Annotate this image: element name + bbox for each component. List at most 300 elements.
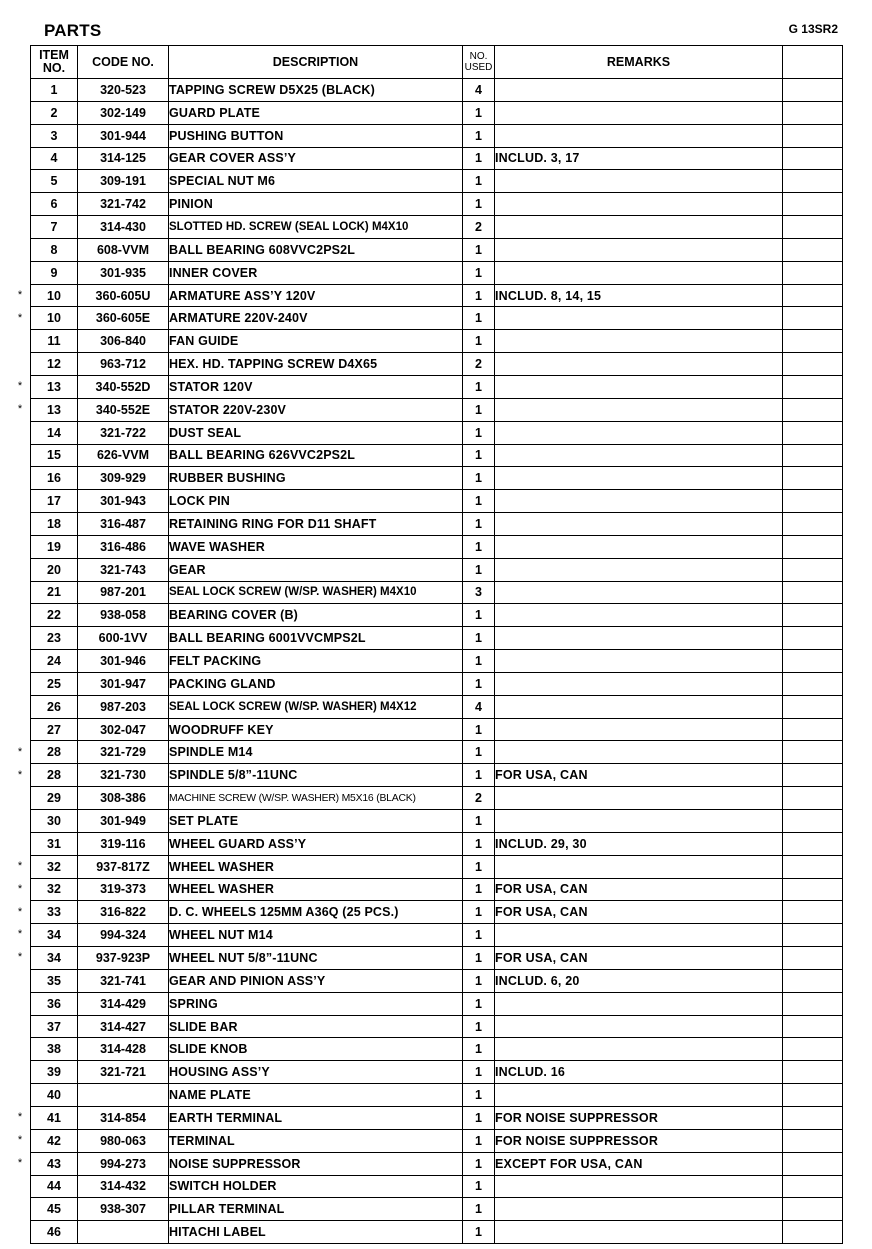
- code-no-cell: 321-730: [78, 764, 169, 787]
- no-used-cell: 1: [463, 1221, 495, 1244]
- description-cell: TERMINAL: [169, 1129, 463, 1152]
- revision-star-marker: [12, 604, 28, 627]
- extra-cell: [783, 581, 843, 604]
- remarks-cell: [495, 330, 783, 353]
- revision-star-marker: [12, 421, 28, 444]
- code-no-cell: 306-840: [78, 330, 169, 353]
- item-no-cell: 17: [31, 490, 78, 513]
- no-used-cell: 1: [463, 421, 495, 444]
- code-no-cell: 309-191: [78, 170, 169, 193]
- table-row: [31, 353, 843, 376]
- table-row: [31, 1106, 843, 1129]
- no-used-cell: 1: [463, 947, 495, 970]
- extra-cell: [783, 1198, 843, 1221]
- revision-star-marker: [12, 466, 28, 489]
- revision-star-marker: [12, 512, 28, 535]
- remarks-cell: INCLUD. 29, 30: [495, 832, 783, 855]
- remarks-cell: INCLUD. 6, 20: [495, 969, 783, 992]
- table-row: [31, 124, 843, 147]
- remarks-cell: [495, 1015, 783, 1038]
- no-used-cell: 1: [463, 924, 495, 947]
- table-row: [31, 261, 843, 284]
- code-no-cell: 314-854: [78, 1106, 169, 1129]
- table-row: [31, 650, 843, 673]
- code-no-cell: 309-929: [78, 467, 169, 490]
- code-no-cell: [78, 1221, 169, 1244]
- table-row: [31, 1152, 843, 1175]
- description-cell: WHEEL GUARD ASS’Y: [169, 832, 463, 855]
- header-no-used: NO. USED: [463, 46, 495, 79]
- table-row: [31, 604, 843, 627]
- remarks-cell: [495, 1038, 783, 1061]
- revision-star-marker: [12, 718, 28, 741]
- item-no-cell: 15: [31, 444, 78, 467]
- code-no-cell: 987-203: [78, 695, 169, 718]
- revision-star-marker: [12, 672, 28, 695]
- revision-star-marker: [12, 78, 28, 101]
- remarks-cell: [495, 718, 783, 741]
- remarks-cell: [495, 1175, 783, 1198]
- table-row: [31, 672, 843, 695]
- description-cell: BALL BEARING 608VVC2PS2L: [169, 238, 463, 261]
- item-no-cell: 7: [31, 216, 78, 239]
- no-used-cell: 2: [463, 216, 495, 239]
- description-cell: GEAR: [169, 558, 463, 581]
- code-no-cell: 600-1VV: [78, 627, 169, 650]
- revision-star-marker: [12, 1015, 28, 1038]
- description-cell: RUBBER BUSHING: [169, 467, 463, 490]
- code-no-cell: 301-943: [78, 490, 169, 513]
- no-used-cell: 1: [463, 535, 495, 558]
- item-no-cell: 44: [31, 1175, 78, 1198]
- code-no-cell: [78, 1084, 169, 1107]
- no-used-cell: 1: [463, 490, 495, 513]
- revision-star-marker: *: [17, 311, 23, 324]
- extra-cell: [783, 398, 843, 421]
- revision-star-marker: [12, 1175, 28, 1198]
- item-no-cell: 1: [31, 79, 78, 102]
- code-no-cell: 314-430: [78, 216, 169, 239]
- no-used-cell: 1: [463, 764, 495, 787]
- item-no-cell: 42: [31, 1129, 78, 1152]
- remarks-cell: [495, 672, 783, 695]
- table-row: [31, 992, 843, 1015]
- revision-star-marker: *: [17, 1111, 23, 1124]
- revision-star-marker: [12, 1221, 28, 1244]
- revision-star-marker: [12, 809, 28, 832]
- table-row: [31, 810, 843, 833]
- remarks-cell: INCLUD. 3, 17: [495, 147, 783, 170]
- item-no-cell: 5: [31, 170, 78, 193]
- description-cell: SEAL LOCK SCREW (W/SP. WASHER) M4X10: [169, 581, 463, 604]
- no-used-cell: 1: [463, 558, 495, 581]
- no-used-cell: 1: [463, 444, 495, 467]
- item-no-cell: 28: [31, 764, 78, 787]
- remarks-cell: [495, 490, 783, 513]
- revision-star-marker: [12, 192, 28, 215]
- revision-star-marker: *: [17, 402, 23, 415]
- extra-cell: [783, 79, 843, 102]
- code-no-cell: 626-VVM: [78, 444, 169, 467]
- table-row: [31, 969, 843, 992]
- table-row: [31, 627, 843, 650]
- no-used-cell: 1: [463, 878, 495, 901]
- item-no-cell: 16: [31, 467, 78, 490]
- code-no-cell: 314-432: [78, 1175, 169, 1198]
- extra-cell: [783, 1038, 843, 1061]
- code-no-cell: 321-743: [78, 558, 169, 581]
- code-no-cell: 937-817Z: [78, 855, 169, 878]
- extra-cell: [783, 1084, 843, 1107]
- table-row: [31, 467, 843, 490]
- description-cell: BALL BEARING 626VVC2PS2L: [169, 444, 463, 467]
- revision-star-marker: [12, 1198, 28, 1221]
- revision-star-marker: *: [17, 859, 23, 872]
- revision-star-marker: *: [17, 1134, 23, 1147]
- extra-cell: [783, 1129, 843, 1152]
- remarks-cell: FOR NOISE SUPPRESSOR: [495, 1106, 783, 1129]
- no-used-cell: 3: [463, 581, 495, 604]
- table-row: [31, 855, 843, 878]
- table-row: [31, 307, 843, 330]
- extra-cell: [783, 330, 843, 353]
- no-used-cell: 2: [463, 353, 495, 376]
- description-cell: SPECIAL NUT M6: [169, 170, 463, 193]
- description-cell: GEAR COVER ASS’Y: [169, 147, 463, 170]
- extra-cell: [783, 604, 843, 627]
- table-row: [31, 147, 843, 170]
- remarks-cell: [495, 558, 783, 581]
- extra-cell: [783, 1061, 843, 1084]
- extra-cell: [783, 147, 843, 170]
- table-row: [31, 1198, 843, 1221]
- revision-star-marker: [12, 535, 28, 558]
- item-no-cell: 32: [31, 855, 78, 878]
- remarks-cell: EXCEPT FOR USA, CAN: [495, 1152, 783, 1175]
- remarks-cell: [495, 787, 783, 810]
- code-no-cell: 308-386: [78, 787, 169, 810]
- item-no-cell: 23: [31, 627, 78, 650]
- table-row: [31, 490, 843, 513]
- remarks-cell: [495, 513, 783, 536]
- extra-cell: [783, 1015, 843, 1038]
- extra-cell: [783, 101, 843, 124]
- no-used-cell: 1: [463, 193, 495, 216]
- no-used-cell: 1: [463, 1175, 495, 1198]
- header-remarks: REMARKS: [495, 46, 783, 79]
- table-row: [31, 1015, 843, 1038]
- extra-cell: [783, 650, 843, 673]
- extra-cell: [783, 193, 843, 216]
- remarks-cell: INCLUD. 16: [495, 1061, 783, 1084]
- item-no-cell: 13: [31, 375, 78, 398]
- table-row: [31, 375, 843, 398]
- revision-star-marker: [12, 1061, 28, 1084]
- remarks-cell: [495, 992, 783, 1015]
- table-row: [31, 787, 843, 810]
- no-used-cell: 1: [463, 398, 495, 421]
- code-no-cell: 321-722: [78, 421, 169, 444]
- extra-cell: [783, 787, 843, 810]
- code-no-cell: 314-427: [78, 1015, 169, 1038]
- no-used-cell: 1: [463, 1106, 495, 1129]
- table-row: [31, 1221, 843, 1244]
- remarks-cell: [495, 695, 783, 718]
- remarks-cell: [495, 353, 783, 376]
- revision-star-marker: *: [17, 1156, 23, 1169]
- header-code-no: CODE NO.: [78, 46, 169, 79]
- remarks-cell: [495, 924, 783, 947]
- table-row: [31, 535, 843, 558]
- code-no-cell: 319-116: [78, 832, 169, 855]
- description-cell: SPRING: [169, 992, 463, 1015]
- item-no-cell: 4: [31, 147, 78, 170]
- extra-cell: [783, 741, 843, 764]
- remarks-cell: [495, 1198, 783, 1221]
- description-cell: PACKING GLAND: [169, 672, 463, 695]
- remarks-cell: [495, 1221, 783, 1244]
- remarks-cell: [495, 855, 783, 878]
- code-no-cell: 963-712: [78, 353, 169, 376]
- description-cell: LOCK PIN: [169, 490, 463, 513]
- revision-star-marker: *: [17, 768, 23, 781]
- no-used-cell: 4: [463, 79, 495, 102]
- code-no-cell: 360-605U: [78, 284, 169, 307]
- no-used-cell: 1: [463, 604, 495, 627]
- code-no-cell: 314-125: [78, 147, 169, 170]
- description-cell: SPINDLE M14: [169, 741, 463, 764]
- remarks-cell: FOR USA, CAN: [495, 901, 783, 924]
- revision-star-marker: [12, 329, 28, 352]
- extra-cell: [783, 535, 843, 558]
- no-used-cell: 1: [463, 1038, 495, 1061]
- description-cell: BEARING COVER (B): [169, 604, 463, 627]
- no-used-cell: 1: [463, 901, 495, 924]
- no-used-cell: 1: [463, 741, 495, 764]
- extra-cell: [783, 170, 843, 193]
- description-cell: SEAL LOCK SCREW (W/SP. WASHER) M4X12: [169, 695, 463, 718]
- description-cell: SET PLATE: [169, 810, 463, 833]
- extra-cell: [783, 238, 843, 261]
- extra-cell: [783, 124, 843, 147]
- revision-star-marker: [12, 832, 28, 855]
- code-no-cell: 301-935: [78, 261, 169, 284]
- extra-cell: [783, 558, 843, 581]
- extra-cell: [783, 810, 843, 833]
- item-no-cell: 25: [31, 672, 78, 695]
- item-no-cell: 24: [31, 650, 78, 673]
- item-no-cell: 32: [31, 878, 78, 901]
- item-no-cell: 38: [31, 1038, 78, 1061]
- item-no-cell: 33: [31, 901, 78, 924]
- description-cell: D. C. WHEELS 125MM A36Q (25 PCS.): [169, 901, 463, 924]
- item-no-cell: 36: [31, 992, 78, 1015]
- model-number: G 13SR2: [788, 22, 838, 36]
- extra-cell: [783, 1152, 843, 1175]
- code-no-cell: 321-742: [78, 193, 169, 216]
- code-no-cell: 316-822: [78, 901, 169, 924]
- table-row: [31, 1061, 843, 1084]
- item-no-cell: 8: [31, 238, 78, 261]
- revision-star-marker: *: [17, 380, 23, 393]
- no-used-cell: 1: [463, 855, 495, 878]
- description-cell: NAME PLATE: [169, 1084, 463, 1107]
- code-no-cell: 301-947: [78, 672, 169, 695]
- table-row: [31, 1129, 843, 1152]
- remarks-cell: [495, 307, 783, 330]
- item-no-cell: 12: [31, 353, 78, 376]
- description-cell: FAN GUIDE: [169, 330, 463, 353]
- extra-cell: [783, 353, 843, 376]
- description-cell: SLOTTED HD. SCREW (SEAL LOCK) M4X10: [169, 216, 463, 239]
- code-no-cell: 319-373: [78, 878, 169, 901]
- extra-cell: [783, 924, 843, 947]
- table-row: [31, 421, 843, 444]
- no-used-cell: 1: [463, 992, 495, 1015]
- item-no-cell: 45: [31, 1198, 78, 1221]
- remarks-cell: [495, 741, 783, 764]
- extra-cell: [783, 421, 843, 444]
- revision-star-marker: [12, 626, 28, 649]
- remarks-cell: FOR NOISE SUPPRESSOR: [495, 1129, 783, 1152]
- remarks-cell: [495, 193, 783, 216]
- extra-cell: [783, 947, 843, 970]
- no-used-cell: 1: [463, 238, 495, 261]
- remarks-cell: [495, 810, 783, 833]
- code-no-cell: 980-063: [78, 1129, 169, 1152]
- extra-cell: [783, 855, 843, 878]
- revision-star-marker: [12, 444, 28, 467]
- code-no-cell: 321-721: [78, 1061, 169, 1084]
- item-no-cell: 22: [31, 604, 78, 627]
- item-no-cell: 18: [31, 513, 78, 536]
- description-cell: MACHINE SCREW (W/SP. WASHER) M5X16 (BLACK): [169, 787, 463, 810]
- item-no-cell: 14: [31, 421, 78, 444]
- description-cell: FELT PACKING: [169, 650, 463, 673]
- table-row: [31, 101, 843, 124]
- extra-cell: [783, 992, 843, 1015]
- code-no-cell: 314-428: [78, 1038, 169, 1061]
- header-extra: [783, 46, 843, 79]
- code-no-cell: 340-552E: [78, 398, 169, 421]
- table-row: [31, 330, 843, 353]
- revision-star-marker: *: [17, 745, 23, 758]
- table-row: [31, 1084, 843, 1107]
- description-cell: WOODRUFF KEY: [169, 718, 463, 741]
- revision-star-marker: [12, 215, 28, 238]
- code-no-cell: 320-523: [78, 79, 169, 102]
- revision-star-marker: [12, 695, 28, 718]
- revision-star-marker: [12, 261, 28, 284]
- remarks-cell: [495, 101, 783, 124]
- remarks-cell: [495, 398, 783, 421]
- description-cell: WHEEL NUT 5/8”-11UNC: [169, 947, 463, 970]
- description-cell: BALL BEARING 6001VVCMPS2L: [169, 627, 463, 650]
- description-cell: SLIDE BAR: [169, 1015, 463, 1038]
- extra-cell: [783, 513, 843, 536]
- no-used-cell: 1: [463, 170, 495, 193]
- description-cell: PILLAR TERMINAL: [169, 1198, 463, 1221]
- table-row: [31, 444, 843, 467]
- revision-star-marker: [12, 238, 28, 261]
- remarks-cell: [495, 79, 783, 102]
- item-no-cell: 3: [31, 124, 78, 147]
- description-cell: STATOR 120V: [169, 375, 463, 398]
- table-row: [31, 878, 843, 901]
- remarks-cell: [495, 604, 783, 627]
- remarks-cell: [495, 216, 783, 239]
- description-cell: HITACHI LABEL: [169, 1221, 463, 1244]
- remarks-cell: [495, 535, 783, 558]
- description-cell: RETAINING RING FOR D11 SHAFT: [169, 513, 463, 536]
- description-cell: WHEEL WASHER: [169, 878, 463, 901]
- code-no-cell: 316-487: [78, 513, 169, 536]
- item-no-cell: 37: [31, 1015, 78, 1038]
- revision-star-marker: [12, 489, 28, 512]
- revision-star-marker: [12, 352, 28, 375]
- remarks-cell: [495, 238, 783, 261]
- no-used-cell: 1: [463, 330, 495, 353]
- table-row: [31, 695, 843, 718]
- no-used-cell: 1: [463, 1198, 495, 1221]
- description-cell: WAVE WASHER: [169, 535, 463, 558]
- remarks-cell: [495, 261, 783, 284]
- no-used-cell: 1: [463, 718, 495, 741]
- table-row: [31, 79, 843, 102]
- extra-cell: [783, 695, 843, 718]
- table-row: [31, 238, 843, 261]
- no-used-cell: 1: [463, 1129, 495, 1152]
- remarks-cell: [495, 444, 783, 467]
- code-no-cell: 938-058: [78, 604, 169, 627]
- extra-cell: [783, 627, 843, 650]
- remarks-cell: [495, 581, 783, 604]
- code-no-cell: 994-324: [78, 924, 169, 947]
- remarks-cell: FOR USA, CAN: [495, 764, 783, 787]
- revision-star-marker: [12, 124, 28, 147]
- item-no-cell: 21: [31, 581, 78, 604]
- item-no-cell: 40: [31, 1084, 78, 1107]
- header-item-no: ITEM NO.: [31, 46, 78, 79]
- no-used-cell: 1: [463, 467, 495, 490]
- no-used-cell: 1: [463, 1084, 495, 1107]
- item-no-cell: 31: [31, 832, 78, 855]
- code-no-cell: 321-729: [78, 741, 169, 764]
- code-no-cell: 360-605E: [78, 307, 169, 330]
- code-no-cell: 316-486: [78, 535, 169, 558]
- no-used-cell: 4: [463, 695, 495, 718]
- remarks-cell: [495, 170, 783, 193]
- no-used-cell: 1: [463, 101, 495, 124]
- remarks-cell: FOR USA, CAN: [495, 947, 783, 970]
- extra-cell: [783, 901, 843, 924]
- table-row: [31, 558, 843, 581]
- table-row: [31, 718, 843, 741]
- extra-cell: [783, 284, 843, 307]
- remarks-cell: [495, 650, 783, 673]
- revision-star-marker: [12, 558, 28, 581]
- revision-star-marker: [12, 581, 28, 604]
- item-no-cell: 26: [31, 695, 78, 718]
- no-used-cell: 1: [463, 969, 495, 992]
- item-no-cell: 30: [31, 810, 78, 833]
- revision-star-marker: *: [17, 288, 23, 301]
- table-row: [31, 764, 843, 787]
- code-no-cell: 608-VVM: [78, 238, 169, 261]
- extra-cell: [783, 216, 843, 239]
- description-cell: HOUSING ASS’Y: [169, 1061, 463, 1084]
- no-used-cell: 1: [463, 672, 495, 695]
